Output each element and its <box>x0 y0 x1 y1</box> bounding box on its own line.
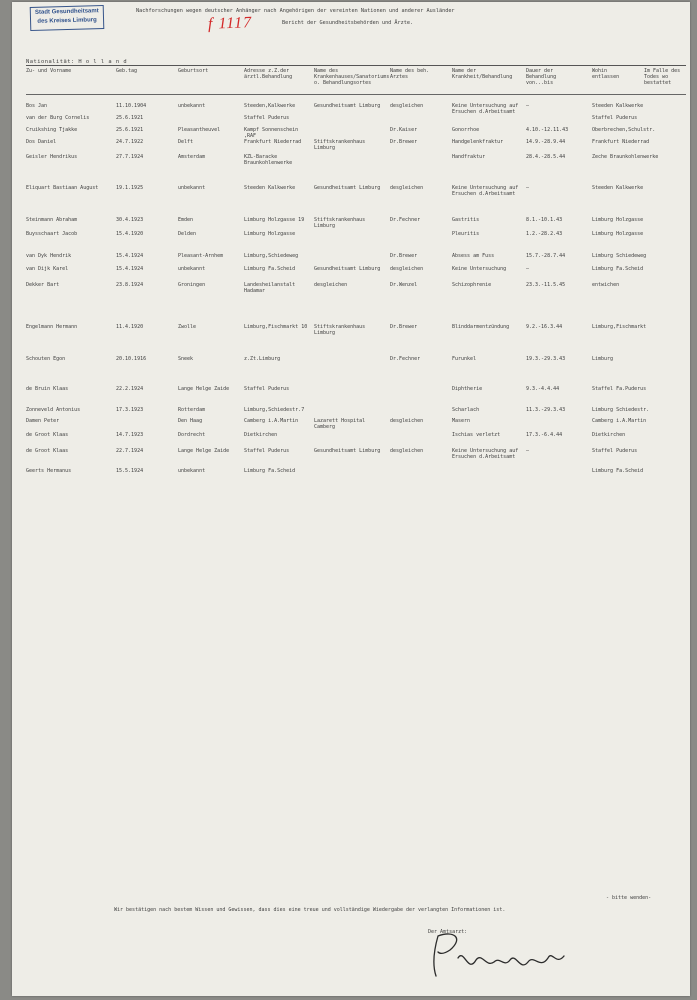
cell-released: Steeden Kalkwerke <box>592 185 644 191</box>
handwritten-signature <box>424 928 584 980</box>
table-row <box>12 448 690 470</box>
cell-address: Limburg Holzgasse 19 <box>244 217 305 223</box>
cell-illness: Gonorrhoe <box>452 127 480 133</box>
cell-hospital: Lazarett Hospital Camberg <box>314 418 366 430</box>
cell-address: Steeden Kalkwerke <box>244 185 296 191</box>
cell-duration: 23.3.-11.5.45 <box>526 282 566 288</box>
cell-birthplace: Amsterdam <box>178 154 206 160</box>
cell-released: Limburg Fa.Scheid <box>592 468 644 474</box>
red-reference-mark: f 1117 <box>207 14 253 33</box>
cell-duration: — <box>526 103 530 109</box>
cell-name: Geisler Hendrikus <box>26 154 78 160</box>
document-title: Nachforschungen wegen deutscher Anhänger nach Angehörigen der vereinten Nationen und anderer Ausländer <box>136 8 455 14</box>
cell-name: Schouten Egon <box>26 356 66 362</box>
cell-birthplace: Delft <box>178 139 194 145</box>
cell-released: Oberbrechen,Schulstr. <box>592 127 656 133</box>
cell-birthplace: Delden <box>178 231 197 237</box>
cell-duration: 11.3.-29.3.43 <box>526 407 566 413</box>
cell-doctor: Dr.Fechner <box>390 356 421 362</box>
cell-name: van der Burg Cornelis <box>26 115 90 121</box>
cell-doctor: desgleichen <box>390 418 424 424</box>
cell-released: entwichen <box>592 282 620 288</box>
cell-illness: Handfraktur <box>452 154 486 160</box>
cell-duration: 15.7.-28.7.44 <box>526 253 566 259</box>
cell-duration: 19.3.-29.3.43 <box>526 356 566 362</box>
col-header-name: Zu- und Vorname <box>26 68 72 74</box>
cell-address: Kampf Sonnenschein ,RAF <box>244 127 299 139</box>
cell-illness: Blinddarmentzündung <box>452 324 510 330</box>
cell-released: Limburg Holzgasse <box>592 217 644 223</box>
cell-illness: Handgelenkfraktur <box>452 139 504 145</box>
cell-hospital: Gesundheitsamt Limburg <box>314 185 381 191</box>
cell-address: Staffel Puderus <box>244 386 290 392</box>
cell-address: Limburg Fa.Scheid <box>244 266 296 272</box>
cell-duration: 9.3.-4.4.44 <box>526 386 560 392</box>
cell-released: Limburg,Fischmarkt <box>592 324 647 330</box>
cell-released: Zeche Braunkohlenwerke <box>592 154 659 160</box>
col-header-duration: Dauer der Behandlung von...bis <box>526 68 557 86</box>
cell-name: Bos Jan <box>26 103 48 109</box>
cell-name: Steinmann Abraham <box>26 217 78 223</box>
cell-name: de Groot Klaas <box>26 448 69 454</box>
cell-birthdate: 25.6.1921 <box>116 115 144 121</box>
cell-address: z.Zt.Limburg <box>244 356 281 362</box>
cell-birthdate: 15.4.1924 <box>116 266 144 272</box>
cell-illness: Schizophrenie <box>452 282 492 288</box>
cell-address: Staffel Puderus <box>244 115 290 121</box>
cell-hospital: Gesundheitsamt Limburg <box>314 103 381 109</box>
cell-duration: 9.2.-16.3.44 <box>526 324 563 330</box>
cell-birthplace: unbekannt <box>178 266 206 272</box>
cell-duration: 1.2.-28.2.43 <box>526 231 563 237</box>
cell-illness: Keine Untersuchung auf Ersuchen d.Arbeitsamt <box>452 448 519 460</box>
cell-hospital: Stiftskrankenhaus Limburg <box>314 324 366 336</box>
cell-released: Dietkirchen <box>592 432 626 438</box>
cell-duration: 4.10.-12.11.43 <box>526 127 569 133</box>
cell-birthplace: Pleasant-Arnhem <box>178 253 224 259</box>
cell-birthplace: Groningen <box>178 282 206 288</box>
table-row <box>12 282 690 304</box>
col-header-birthplace: Geburtsort <box>178 68 209 74</box>
cell-name: Buysschaart Jacob <box>26 231 78 237</box>
cell-birthdate: 15.4.1924 <box>116 253 144 259</box>
document-subtitle: Bericht der Gesundheitsbehörden und Ärzte. <box>282 20 414 26</box>
cell-birthdate: 22.2.1924 <box>116 386 144 392</box>
cell-address: Steeden,Kalkwerke <box>244 103 296 109</box>
cell-illness: Keine Untersuchung <box>452 266 507 272</box>
cell-birthplace: Sneek <box>178 356 194 362</box>
cell-released: Limburg Holzgasse <box>592 231 644 237</box>
cell-birthdate: 20.10.1916 <box>116 356 147 362</box>
cell-name: Eliquart Bastiaan August <box>26 185 99 191</box>
cell-birthplace: Rotterdam <box>178 407 206 413</box>
cell-name: Damen Peter <box>26 418 60 424</box>
cell-duration: 14.9.-28.9.44 <box>526 139 566 145</box>
table-row <box>12 386 690 408</box>
cell-name: Engelmann Hermann <box>26 324 78 330</box>
cell-released: Frankfurt Niederrad <box>592 139 650 145</box>
cell-illness: Keine Untersuchung auf Ersuchen d.Arbeitsamt <box>452 103 519 115</box>
cell-doctor: Dr.Brewer <box>390 324 418 330</box>
signatory-label: Der Amtsarzt: <box>428 929 468 935</box>
cell-doctor: Dr.Brewer <box>390 253 418 259</box>
cell-birthdate: 22.7.1924 <box>116 448 144 454</box>
health-office-stamp <box>30 5 105 31</box>
cell-birthplace: unbekannt <box>178 185 206 191</box>
cell-name: de Bruin Klaas <box>26 386 69 392</box>
cell-illness: Keine Untersuchung auf Ersuchen d.Arbeitsamt <box>452 185 519 197</box>
cell-birthplace: Pleasantheuvel <box>178 127 221 133</box>
col-header-burial: Im Falle des Todes wo bestattet <box>644 68 681 86</box>
cell-birthdate: 11.4.1920 <box>116 324 144 330</box>
cell-name: Dekker Bart <box>26 282 60 288</box>
cell-illness: Furunkel <box>452 356 477 362</box>
cell-address: Camberg i.A.Martin <box>244 418 299 424</box>
cell-released: Steeden Kalkwerke <box>592 103 644 109</box>
col-header-address: Adresse z.Z.der ärztl.Behandlung <box>244 68 293 80</box>
cell-released: Camberg i.A.Martin <box>592 418 647 424</box>
cell-address: Limburg Fa.Scheid <box>244 468 296 474</box>
cell-hospital: Gesundheitsamt Limburg <box>314 266 381 272</box>
cell-released: Limburg Fa.Scheid <box>592 266 644 272</box>
cell-hospital: Gesundheitsamt Limburg <box>314 448 381 454</box>
document-page <box>12 2 690 996</box>
cell-name: Dos Daniel <box>26 139 57 145</box>
cell-birthdate: 27.7.1924 <box>116 154 144 160</box>
cell-released: Limburg Schiedestr. <box>592 407 650 413</box>
top-rule <box>26 65 686 66</box>
cell-address: Frankfurt Niederrad <box>244 139 302 145</box>
col-header-birthdate: Geb.tag <box>116 68 138 74</box>
table-row <box>12 324 690 346</box>
cell-doctor: desgleichen <box>390 103 424 109</box>
cell-birthdate: 25.6.1921 <box>116 127 144 133</box>
cell-doctor: Dr.Kaiser <box>390 127 418 133</box>
cell-birthplace: unbekannt <box>178 468 206 474</box>
cell-illness: Scharlach <box>452 407 480 413</box>
cell-birthdate: 30.4.1923 <box>116 217 144 223</box>
cell-name: van Dyk Hendrik <box>26 253 72 259</box>
cell-duration: 17.3.-6.4.44 <box>526 432 563 438</box>
cell-address: Dietkirchen <box>244 432 278 438</box>
cell-illness: Gastritis <box>452 217 480 223</box>
col-header-released: Wohin entlassen <box>592 68 620 80</box>
cell-name: Geerts Hermanus <box>26 468 72 474</box>
col-header-illness: Name der Krankheit/Behandlung <box>452 68 513 80</box>
cell-birthdate: 11.10.1904 <box>116 103 147 109</box>
col-header-hospital: Name des Krankenhauses/Sanatoriums o. Behandlungsortes <box>314 68 390 86</box>
cell-doctor: Dr.Fechner <box>390 217 421 223</box>
cell-duration: — <box>526 448 530 454</box>
table-row <box>12 185 690 207</box>
cell-birthdate: 17.3.1923 <box>116 407 144 413</box>
cell-doctor: Dr.Wenzel <box>390 282 418 288</box>
cell-doctor: desgleichen <box>390 448 424 454</box>
table-row <box>12 356 690 378</box>
cell-birthdate: 14.7.1923 <box>116 432 144 438</box>
table-row <box>12 231 690 253</box>
cell-birthdate: 19.1.1925 <box>116 185 144 191</box>
cell-birthdate: 15.4.1920 <box>116 231 144 237</box>
table-row <box>12 154 690 176</box>
cell-released: Staffel Puderus <box>592 115 638 121</box>
cell-illness: Diphtherie <box>452 386 483 392</box>
cell-illness: Pleuritis <box>452 231 480 237</box>
cell-hospital: Stiftskrankenhaus Limburg <box>314 217 366 229</box>
cell-address: Limburg Holzgasse <box>244 231 296 237</box>
cell-birthplace: Zwolle <box>178 324 197 330</box>
cell-hospital: Stiftskrankenhaus Limburg <box>314 139 366 151</box>
cell-birthdate: 15.5.1924 <box>116 468 144 474</box>
cell-name: van Dijk Karel <box>26 266 69 272</box>
cell-name: Cruikshing Tjakke <box>26 127 78 133</box>
table-row <box>12 468 690 490</box>
cell-doctor: Dr.Brewer <box>390 139 418 145</box>
cell-released: Limburg <box>592 356 614 362</box>
cell-released: Staffel Fa.Puderus <box>592 386 647 392</box>
certification-statement: Wir bestätigen nach bestem Wissen und Gewissen, dass dies eine treue und vollständige Wiedergabe der verlangten Informationen ist. <box>114 907 506 913</box>
cell-doctor: desgleichen <box>390 266 424 272</box>
continued-note: - bitte wenden- <box>606 895 652 901</box>
cell-illness: Ischias verletzt <box>452 432 501 438</box>
cell-address: Staffel Puderus <box>244 448 290 454</box>
cell-duration: — <box>526 185 530 191</box>
cell-birthdate: 23.8.1924 <box>116 282 144 288</box>
cell-name: Zonneveld Antonius <box>26 407 81 413</box>
cell-birthplace: Emden <box>178 217 194 223</box>
col-header-doctor: Name des beh. Arztes <box>390 68 430 80</box>
cell-birthplace: Dordrecht <box>178 432 206 438</box>
cell-birthplace: Lange Helge Zaide <box>178 448 230 454</box>
cell-birthplace: Den Haag <box>178 418 203 424</box>
cell-duration: — <box>526 266 530 272</box>
nationality-label: Nationalität: H o l l a n d <box>26 59 128 65</box>
cell-address: Landesheilanstalt Hadamar <box>244 282 296 294</box>
cell-released: Limburg Schiedeweg <box>592 253 647 259</box>
stamp-line-2: des Kreises Limburg <box>37 17 97 25</box>
cell-released: Staffel Puderus <box>592 448 638 454</box>
cell-birthplace: Lange Helge Zaide <box>178 386 230 392</box>
cell-address: Limburg,Schiedeweg <box>244 253 299 259</box>
cell-duration: 28.4.-28.5.44 <box>526 154 566 160</box>
cell-address: KZL-Baracke Braunkohlenwerke <box>244 154 293 166</box>
stamp-line-1: Stadt Gesundheitsamt <box>34 8 99 16</box>
header-rule <box>26 94 686 95</box>
cell-birthdate: 24.7.1922 <box>116 139 144 145</box>
cell-doctor: desgleichen <box>390 185 424 191</box>
cell-duration: 8.1.-10.1.43 <box>526 217 563 223</box>
cell-birthplace: unbekannt <box>178 103 206 109</box>
cell-illness: Masern <box>452 418 471 424</box>
cell-hospital: desgleichen <box>314 282 348 288</box>
cell-address: Limburg,Fischmarkt 10 <box>244 324 308 330</box>
cell-illness: Absess am Fuss <box>452 253 495 259</box>
cell-address: Limburg,Schiedestr.7 <box>244 407 305 413</box>
cell-name: de Groot Klaas <box>26 432 69 438</box>
